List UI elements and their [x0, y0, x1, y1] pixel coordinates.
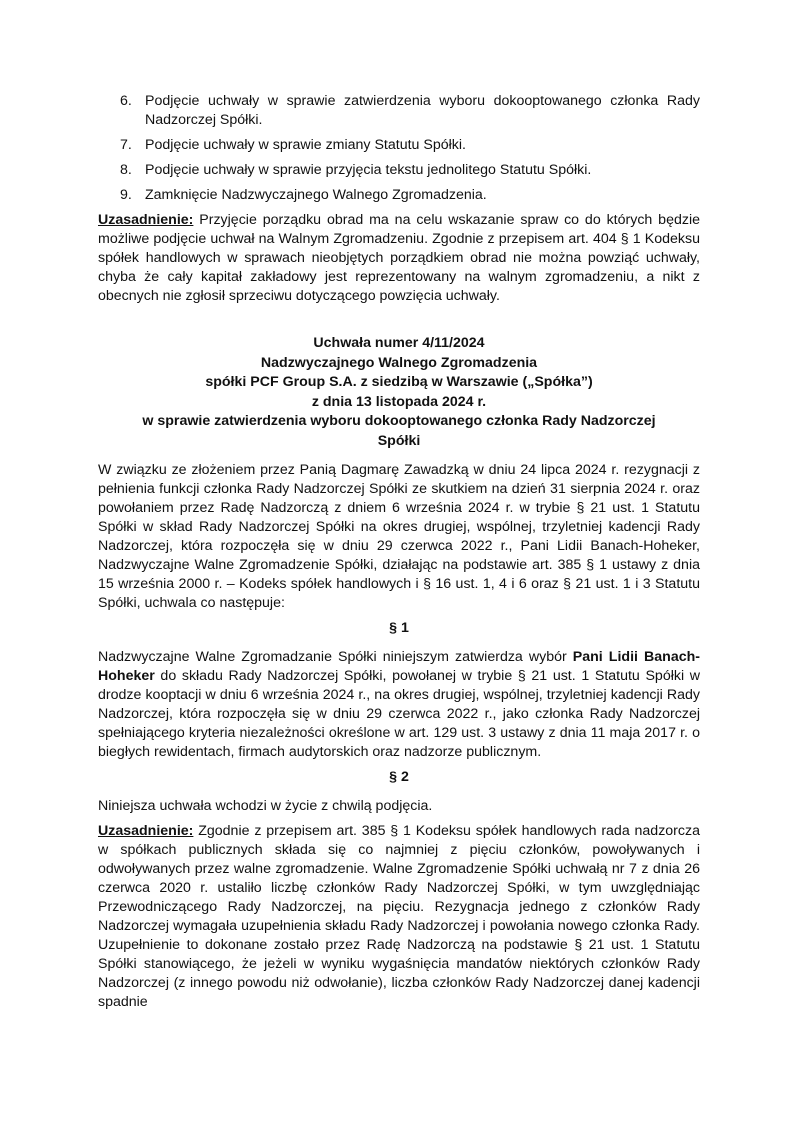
agenda-item-text: Podjęcie uchwały w sprawie przyjęcia tekstu jednolitego Statutu Spółki. [145, 162, 592, 178]
section-1-text [98, 648, 700, 762]
resolution-body: Nadzwyczajnego Walnego Zgromadzenia [260, 354, 538, 371]
agenda-item [98, 136, 700, 155]
justification-label: Uzasadnienie: [98, 823, 194, 839]
section-2-heading: § 2 [389, 769, 409, 785]
resolution-date: z dnia 13 listopada 2024 r. [311, 393, 487, 410]
agenda-item-number: 7. [120, 137, 132, 153]
resolution-preamble: W związku ze złożeniem przez Panią Dagmarę Zawadzką w dniu 24 lipca 2024 r. rezygnacji z pełnienia funkcji członka Rady Nadzorczej Spółki ze skutkiem na dzień 31 sierpnia 2024 r. oraz powołaniem przez Radę Nadzorczą z dniem 6 września 2024 r. w trybie § 21 ust. 1 Statutu Spółki w skład Rady Nadzorczej Spółki na okres drugiej, wspólnej, trzyletniej kadencji Rady Nadzorczej, która rozpoczęła się w dniu 29 czerwca 2022 r., Pani Lidii Banach-Hoheker, Nadzwyczajne Walne Zgromadzenie Spółki, działając na podstawie art. 385 § 1 ustawy z dnia 15 września 2000 r. – Kodeks spółek handlowych i § 16 ust. 1, 4 i 6 oraz § 21 ust. 1 i 3 Statutu Spółki, uchwala co następuje: [98, 462, 700, 611]
agenda-list [98, 92, 700, 205]
agenda-justification [98, 211, 700, 306]
agenda-item [98, 186, 700, 205]
agenda-item [98, 161, 700, 180]
justification-text: Zgodnie z przepisem art. 385 § 1 Kodeksu spółek handlowych rada nadzorcza w spółkach publicznych składa się co najmniej z pięciu członków, powoływanych i odwoływanych przez walne zgromadzenie. Walne Zgromadzenie Spółki uchwałą nr 7 z dnia 26 czerwca 2020 r. ustaliło liczbę członków Rady Nadzorczej Spółki, w tym uwzględniając Przewodniczącego Rady Nadzorczej, na pięciu. Rezygnacja jednego z członków Rady Nadzorczej wymagała uzupełnienia składu Rady Nadzorczej i powołania nowego członka Rady. Uzupełnienie to dokonane zostało przez Radę Nadzorczą na podstawie § 21 ust. 1 Statutu Spółki stanowiącego, że jeżeli w wyniku wygaśnięcia mandatów niektórych członków Rady Nadzorczej (z innego powodu niż odwołanie), liczba członków Rady Nadzorczej danej kadencji spadnie [98, 823, 700, 1010]
resolution-subject-cont: Spółki [377, 432, 421, 449]
agenda-item-text: Podjęcie uchwały w sprawie zmiany Statutu Spółki. [145, 137, 466, 153]
agenda-item-number: 9. [120, 187, 132, 203]
appointee-name: Pani Lidii Banach-Hoheker [98, 649, 700, 684]
resolution-company: spółki PCF Group S.A. z siedzibą w Warszawie („Spółka”) [205, 374, 593, 390]
resolution-justification [98, 822, 700, 1012]
document-page [98, 92, 700, 1018]
section-1-heading: § 1 [389, 620, 409, 636]
agenda-item-number: 8. [120, 162, 132, 178]
agenda-item-number: 6. [120, 93, 132, 109]
section-2-text: Niniejsza uchwała wchodzi w życie z chwilą podjęcia. [98, 798, 433, 814]
justification-label: Uzasadnienie: [98, 212, 194, 228]
resolution-title [98, 334, 700, 451]
section-1-text-end: do składu Rady Nadzorczej Spółki, powołanej w trybie § 21 ust. 1 Statutu Spółki w drodze kooptacji w dniu 6 września 2024 r., na okres drugiej, wspólnej, trzyletniej kadencji Rady Nadzorczej, która rozpoczęła się w dniu 29 czerwca 2022 r., jako członka Rady Nadzorczej spełniającego kryteria niezależności określone w art. 129 ust. 3 ustawy z dnia 11 maja 2017 r. o biegłych rewidentach, firmach audytorskich oraz nadzorze publicznym. [98, 668, 700, 760]
agenda-item-text: Zamknięcie Nadzwyczajnego Walnego Zgromadzenia. [145, 187, 487, 203]
resolution-number: Uchwała numer 4/11/2024 [313, 335, 485, 351]
resolution-subject: w sprawie zatwierdzenia wyboru dokooptowanego członka Rady Nadzorczej [142, 413, 656, 429]
justification-text: Przyjęcie porządku obrad ma na celu wskazanie spraw co do których będzie możliwe podjęcie uchwał na Walnym Zgromadzeniu. Zgodnie z przepisem art. 404 § 1 Kodeksu spółek handlowych w sprawach nieobjętych porządkiem obrad nie można powziąć uchwały, chyba że cały kapitał zakładowy jest reprezentowany na walnym zgromadzeniu, a nikt z obecnych nie zgłosił sprzeciwu dotyczącego powzięcia uchwały. [98, 212, 700, 304]
section-1-text-start: Nadzwyczajne Walne Zgromadzanie Spółki niniejszym zatwierdza wybór [98, 649, 573, 665]
agenda-item-text: Podjęcie uchwały w sprawie zatwierdzenia wyboru dokooptowanego członka Rady Nadzorczej Spółki. [145, 93, 700, 128]
agenda-item [98, 92, 700, 130]
